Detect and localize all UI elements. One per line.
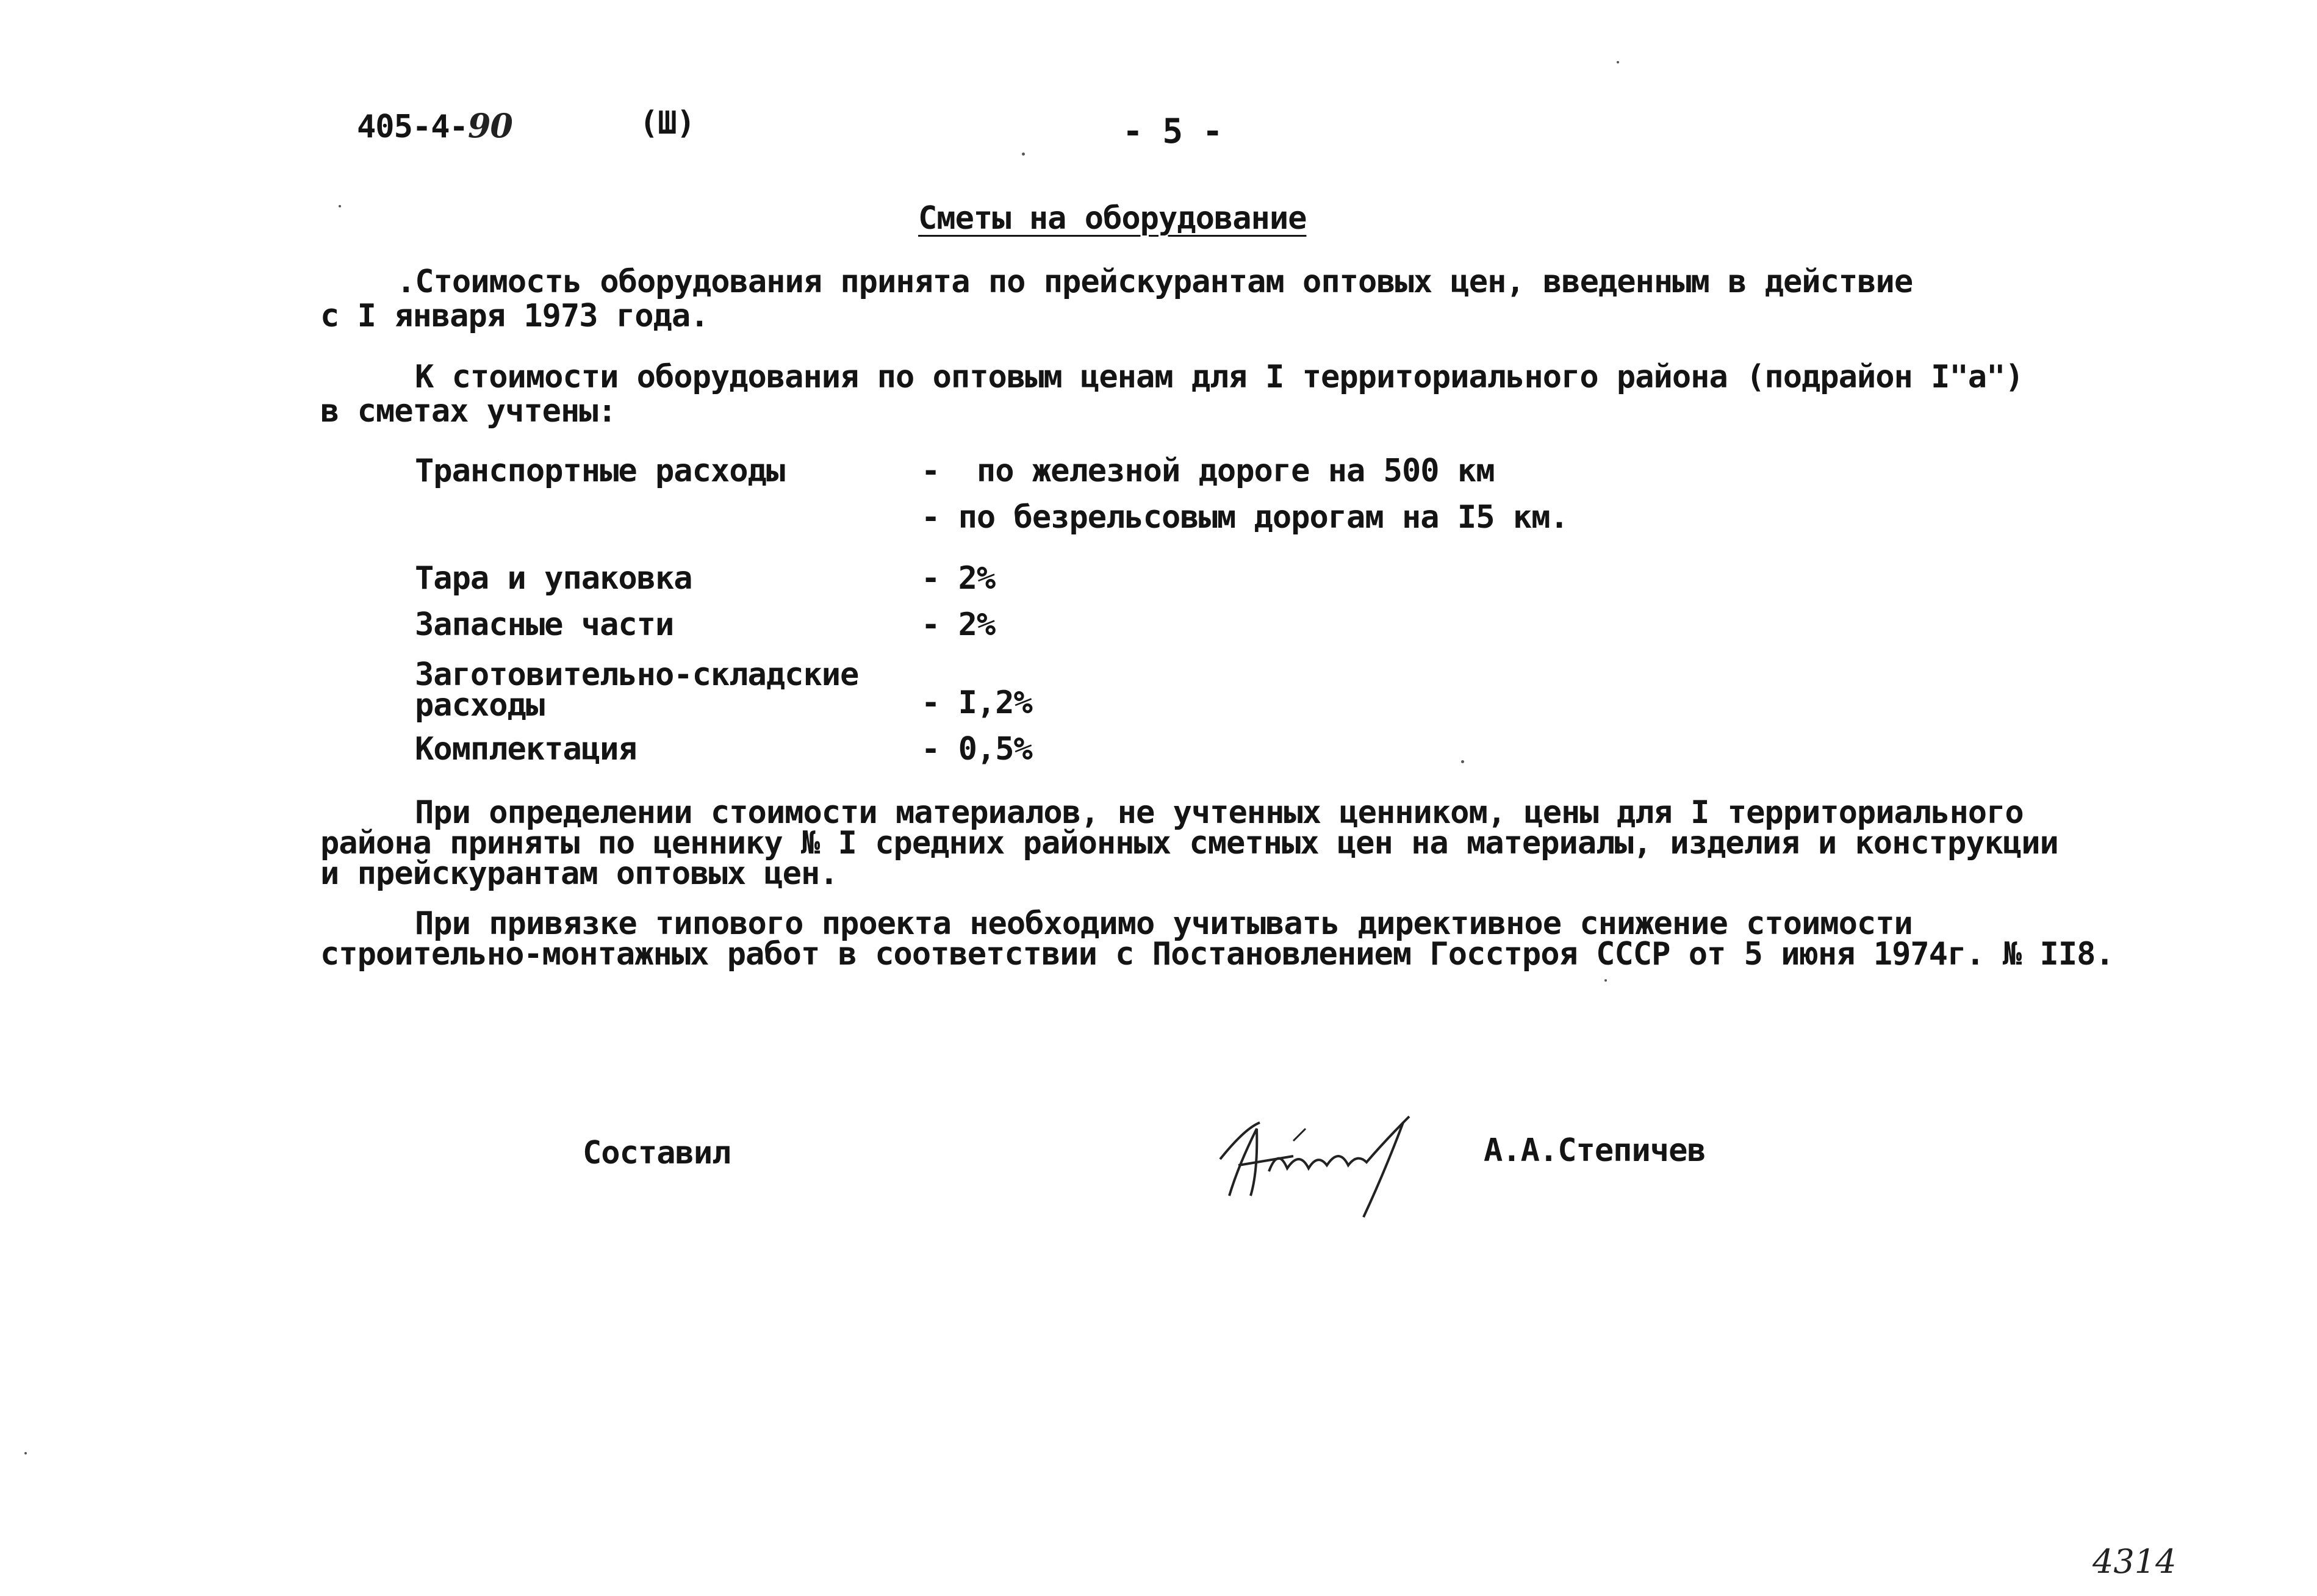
paragraph-equipment-cost: [320, 265, 2150, 333]
scan-speck: [1617, 61, 1619, 63]
paragraph-line: При определении стоимости материалов, не учтенных ценником, цены для I территориального: [415, 794, 2024, 831]
scan-speck: [1604, 979, 1607, 982]
signer-name: А.А.Степичев: [1484, 1132, 1706, 1169]
cost-item-value: - 2%: [921, 560, 996, 597]
cost-item-value: - 0,5%: [921, 731, 1032, 767]
compiled-by-label: Составил: [583, 1135, 731, 1171]
paragraph-directive-reduction: [320, 907, 2150, 971]
scan-speck: [1461, 760, 1464, 763]
page-title: Сметы на оборудование: [918, 200, 1307, 237]
cost-item-value: - 2%: [921, 606, 996, 643]
cost-item-label: Заготовительно-складские: [415, 656, 859, 693]
paragraph-line: При привязке типового проекта необходимо учитывать директивное снижение стоимости: [415, 905, 1913, 942]
page-number: - 5 -: [1123, 112, 1223, 151]
document-number-handwritten: 90: [467, 106, 512, 145]
cost-item-value: - I,2%: [921, 685, 1032, 721]
paragraph-line: района приняты по ценнику № I средних районных сметных цен на материалы, изделия и конструкции: [320, 825, 2058, 861]
paragraph-line: в сметах учтены:: [320, 393, 616, 430]
paragraph-line: и прейскурантам оптовых цен.: [320, 855, 838, 892]
paragraph-territorial-district: [320, 360, 2150, 428]
paragraph-line: К стоимости оборудования по оптовым ценам для I территориального района (подрайон I"a"): [415, 359, 2024, 395]
cost-item-value: - по безрельсовым дорогам на I5 км.: [921, 499, 1568, 536]
paragraph-material-prices: [320, 796, 2150, 891]
document-number: 405-4-90: [357, 106, 512, 145]
signature-image: [1202, 1104, 1482, 1226]
cost-item-label: Тара и упаковка: [415, 560, 692, 597]
cost-item-label: Комплектация: [415, 731, 637, 767]
paragraph-line: .Стоимость оборудования принята по прейскурантам оптовых цен, введенным в действие: [397, 264, 1913, 300]
paragraph-line: строительно-монтажных работ в соответствии с Постановлением Госстроя СССР от 5 июня 1974г. № II8.: [320, 936, 2114, 972]
scan-speck: [1022, 153, 1025, 156]
cost-item-label: Запасные части: [415, 606, 674, 643]
cost-item-value: - по железной дороге на 500 км: [921, 453, 1495, 489]
paragraph-line: с I января 1973 года.: [320, 298, 709, 334]
cost-item-label: Транспортные расходы: [415, 453, 785, 489]
sheet-number: 4314: [2092, 1542, 2177, 1581]
scan-speck: [339, 205, 341, 207]
volume-label: (Ш): [639, 105, 695, 142]
scan-speck: [24, 1452, 27, 1454]
cost-item-label: расходы: [415, 687, 545, 724]
